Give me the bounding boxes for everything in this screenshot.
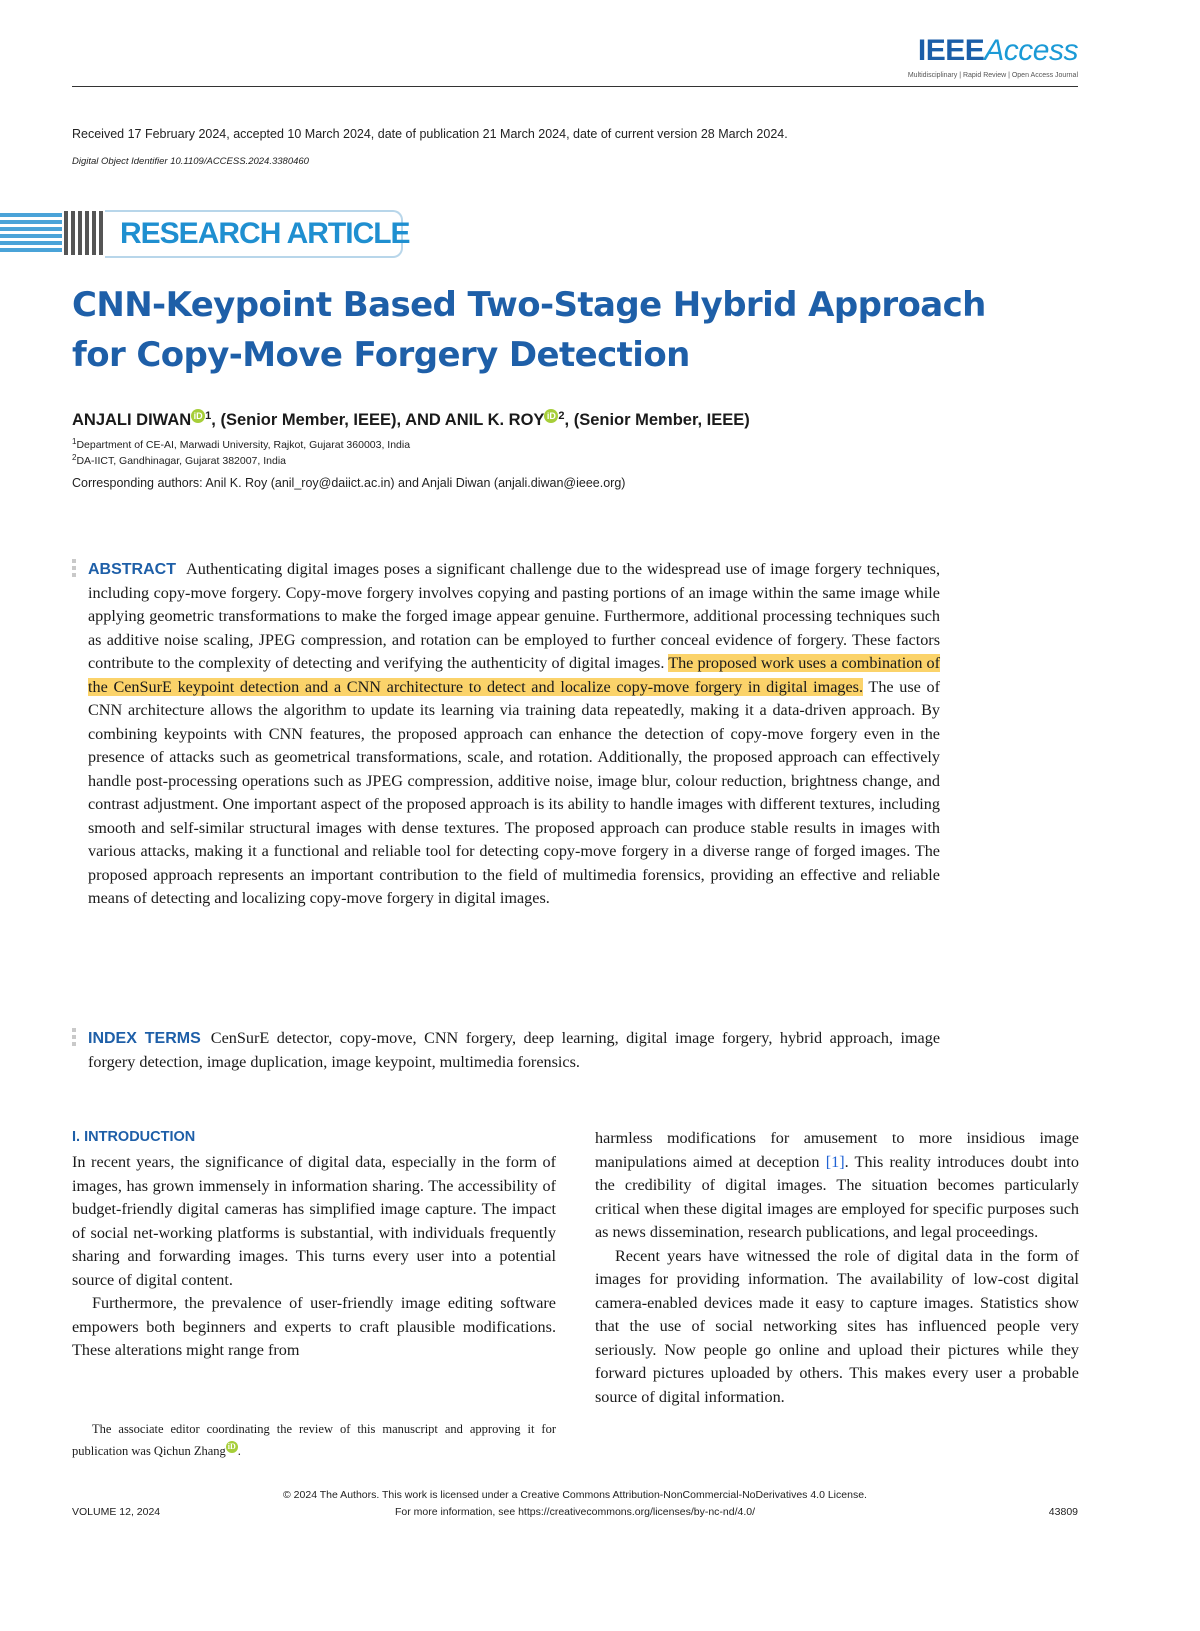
author-2-role: , (Senior Member, IEEE) [564,411,750,429]
index-terms-marker [72,1028,80,1049]
intro-paragraph-3 [595,1127,1079,1245]
right-column [595,1127,1079,1409]
affil-1-sup: 1 [72,437,77,446]
author-1-name: ANJALI DIWAN [72,411,192,429]
index-terms-text: CenSurE detector, copy-move, CNN forgery, deep learning, digital image forgery, hybrid approach, image forgery detection, image duplication, image keypoint, multimedia forensics. [88,1029,941,1071]
section-heading-introduction: I. INTRODUCTION [72,1129,196,1145]
intro-p3-text-1: harmless modifications for amusement to more insidious image manipulations aimed at deception [595,1129,1079,1171]
orcid-icon[interactable]: iD [227,1442,236,1451]
doi: Digital Object Identifier 10.1109/ACCESS.2024.3380460 [72,156,309,167]
editor-footnote [72,1418,556,1462]
corresponding-authors: Corresponding authors: Anil K. Roy (anil_roy@daiict.ac.in) and Anjali Diwan (anjali.diwan@ieee.org) [72,476,626,490]
license-line-2[interactable]: For more information, see https://creativecommons.org/licenses/by-nc-nd/4.0/ [394,1506,756,1518]
title-line-2: for Copy-Move Forgery Detection [72,335,690,375]
orcid-icon[interactable]: iD [191,409,205,423]
index-terms-heading: INDEX TERMS [88,1030,201,1047]
volume-label: VOLUME 12, 2024 [72,1506,161,1518]
affiliation-1 [72,437,410,451]
header-rule [72,86,1078,87]
intro-paragraph-4: Recent years have witnessed the role of digital data in the form of images for providing information. The availability of low-cost digital camera-enabled devices made it easy to capture images. Statistics show that the use of social networking sites has influenced people very seriously. Now people go online and upload their pictures while they forward pictures uploaded by others. This makes every user a probable source of digital information. [595,1246,1079,1406]
author-1-affil-sup: 1 [205,410,212,422]
index-terms [88,1027,940,1074]
affil-2-sup: 2 [72,453,77,462]
left-column [72,1151,556,1363]
citation-link[interactable]: [1] [825,1152,845,1171]
intro-p3-text-2: . This reality introduces doubt into the credibility of digital images. The situation becomes particularly critical when these digital images are employed for specific purposes such as news dissemination, research publications, and legal proceedings. [595,1152,1079,1241]
footnote-text: The associate editor coordinating the review of this manuscript and approving it for publication was Qichun Zhang [72,1422,556,1458]
banner-stripes [0,211,104,255]
article-title [72,280,992,380]
footnote-end: . [237,1444,241,1458]
abstract-text-1: Authenticating digital images poses a significant challenge due to the widespread use of image forgery techniques, including copy-move forgery. Copy-move forgery involves copying and pasting portions of an image within the same image while applying geometric transformations to make the forged image appear genuine. Furthermore, additional processing techniques such as additive noise scaling, JPEG compression, and rotation can be employed to further conceal evidence of forgery. These factors contribute to the complexity of detecting and verifying the authenticity of digital images. [88,560,940,672]
author-2-affil-sup: 2 [558,410,565,422]
author-1-role: , (Senior Member, IEEE), AND ANIL K. ROY [211,411,545,429]
abstract-highlight[interactable]: The proposed work uses a combination of the CenSurE keypoint detection and a CNN architecture to detect and localize copy-move forgery in digital images. [88,654,940,696]
journal-tagline: Multidisciplinary | Rapid Review | Open Access Journal [907,72,1078,79]
intro-paragraph-2: Furthermore, the prevalence of user-friendly image editing software empowers both beginners and experts to craft plausible modifications. These alterations might range from [72,1294,556,1359]
abstract-heading: ABSTRACT [88,561,176,578]
logo-access-text: Access [984,34,1078,67]
page-number: 43809 [1048,1506,1078,1518]
abstract-marker [72,559,80,580]
title-line-1: CNN-Keypoint Based Two-Stage Hybrid Approach [72,285,986,325]
abstract [88,558,940,911]
ieee-access-logo [918,34,1078,68]
intro-paragraph-1: In recent years, the significance of digital data, especially in the form of images, has grown immensely in information sharing. The accessibility of budget-friendly digital cameras has simplified image capture. The impact of social net-working platforms is substantial, with individuals frequently sharing and forwarding images. This turns every user into a potential source of digital content. [72,1153,556,1289]
license-line-1: © 2024 The Authors. This work is licensed under a Creative Commons Attribution-NonCommercial-NoDerivatives 4.0 License. [283,1489,867,1501]
orcid-icon[interactable]: iD [544,409,558,423]
article-type-label: RESEARCH ARTICLE [120,217,410,250]
affiliation-2 [72,453,286,467]
affil-1-text: Department of CE-AI, Marwadi University, Rajkot, Gujarat 360003, India [76,439,411,451]
abstract-text-2: The use of CNN architecture allows the algorithm to update its learning via training data repeatedly, making it a data-driven approach. By combining keypoints with CNN features, the proposed approach can enhance the detection of copy-move forgery even in the presence of attacks such as geometrical transformations, scale, and rotation. Additionally, the proposed approach can effectively handle post-processing operations such as JPEG compression, additive noise, image blur, colour reduction, brightness change, and contrast adjustment. One important aspect of the proposed approach is its ability to handle images with different textures, including smooth and self-similar structural images with dense textures. The proposed approach can produce stable results in images with various attacks, making it a functional and reliable tool for detecting copy-move forgery in a diverse range of forged images. The proposed approach represents an important contribution to the field of multimedia forensics, providing an effective and reliable means of detecting and localizing copy-move forgery in digital images. [88,677,941,907]
affil-2-text: DA-IICT, Gandhinagar, Gujarat 382007, India [76,455,286,467]
author-line [72,409,750,430]
logo-ieee-text: IEEE [917,34,985,67]
received-dates: Received 17 February 2024, accepted 10 March 2024, date of publication 21 March 2024, date of current version 28 March 2024. [72,127,788,141]
